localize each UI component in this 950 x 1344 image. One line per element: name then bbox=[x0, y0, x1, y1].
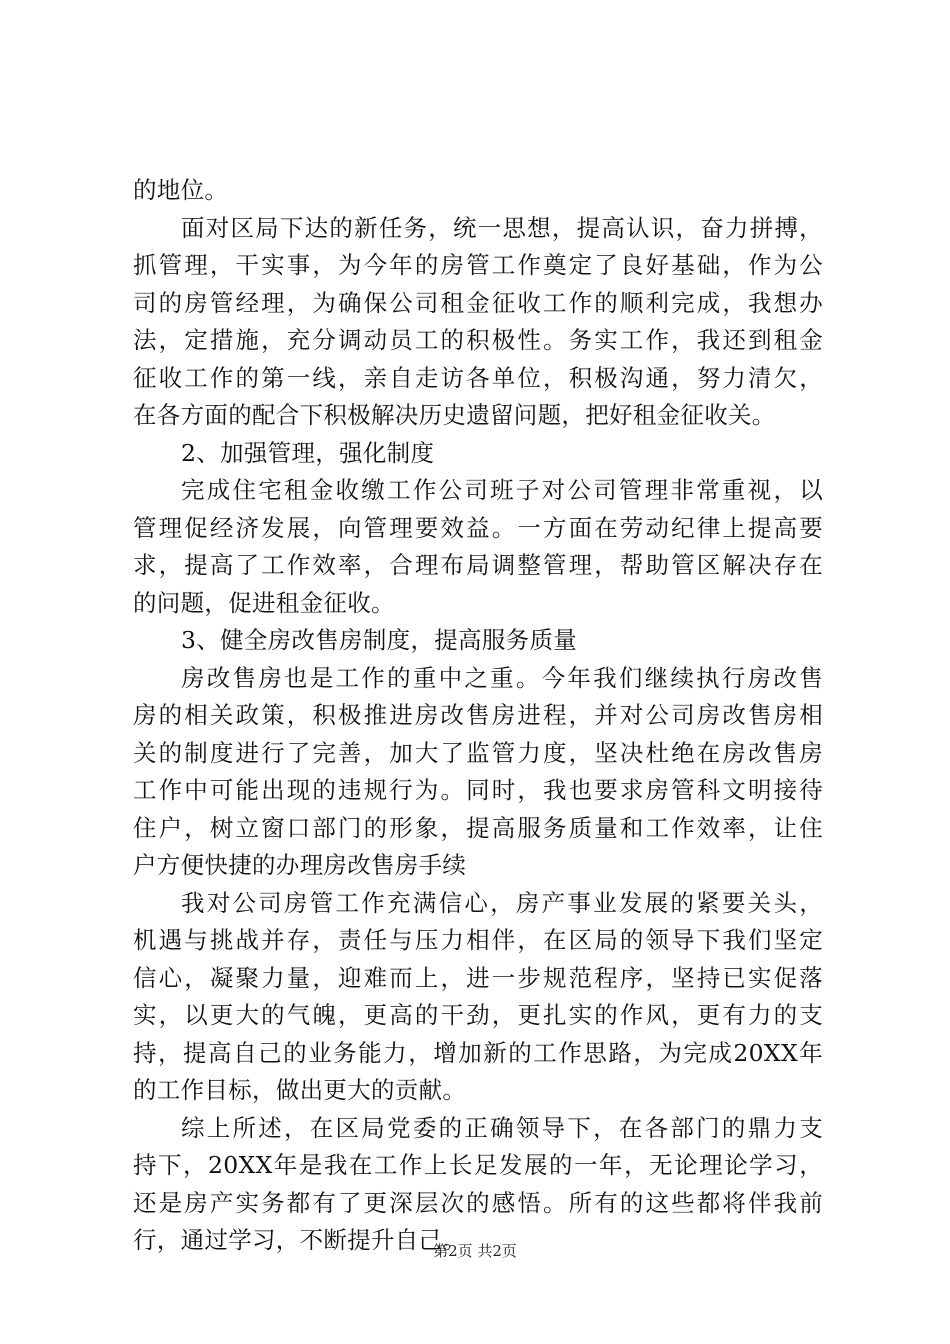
text-line: 住户，树立窗口部门的形象，提高服务质量和工作效率，让住 bbox=[133, 813, 823, 842]
text-line: 综上所述，在区局党委的正确领导下，在各部门的鼎力支 bbox=[181, 1113, 823, 1142]
text-line: 面对区局下达的新任务，统一思想，提高认识，奋力拼搏， bbox=[181, 213, 823, 242]
text-line: 房的相关政策，积极推进房改售房进程，并对公司房改售房相 bbox=[133, 701, 823, 729]
text-line: 实，以更大的气魄，更高的干劲，更扎实的作风，更有力的支 bbox=[133, 1001, 823, 1029]
text-line: 求，提高了工作效率，合理布局调整管理，帮助管区解决存在 bbox=[133, 551, 823, 579]
text-line: 房改售房也是工作的重中之重。今年我们继续执行房改售 bbox=[181, 663, 823, 692]
text-line: 管理促经济发展，向管理要效益。一方面在劳动纪律上提高要 bbox=[133, 513, 823, 542]
text-line: 机遇与挑战并存，责任与压力相伴，在区局的领导下我们坚定 bbox=[133, 926, 823, 954]
text-line: 户方便快捷的办理房改售房手续 bbox=[133, 851, 467, 879]
text-line: 我对公司房管工作充满信心，房产事业发展的紧要关头， bbox=[181, 888, 823, 917]
text-line: 完成住宅租金收缴工作公司班子对公司管理非常重视，以 bbox=[181, 476, 823, 504]
text-line: 的工作目标，做出更大的贡献。 bbox=[133, 1076, 467, 1104]
text-line: 持下，20XX年是我在工作上长足发展的一年，无论理论学习， bbox=[133, 1151, 823, 1179]
text-line: 行，通过学习，不断提升自己。 bbox=[133, 1226, 467, 1254]
text-line: 司的房管经理，为确保公司租金征收工作的顺利完成，我想办 bbox=[133, 288, 823, 317]
text-line: 抓管理，干实事，为今年的房管工作奠定了良好基础，作为公 bbox=[133, 251, 823, 279]
text-line: 还是房产实务都有了更深层次的感悟。所有的这些都将伴我前 bbox=[133, 1188, 823, 1217]
text-line: 2、加强管理，强化制度 bbox=[181, 438, 435, 467]
text-line: 持，提高自己的业务能力，增加新的工作思路，为完成20XX年 bbox=[133, 1038, 823, 1067]
text-line: 工作中可能出现的违规行为。同时，我也要求房管科文明接待 bbox=[133, 776, 823, 804]
text-line: 法，定措施，充分调动员工的积极性。务实工作，我还到租金 bbox=[133, 326, 823, 354]
text-line: 3、健全房改售房制度，提高服务质量 bbox=[181, 626, 578, 654]
page-footer: 第2页 共2页 bbox=[433, 1242, 517, 1260]
text-line: 的问题，促进租金征收。 bbox=[133, 588, 395, 617]
text-line: 征收工作的第一线，亲自走访各单位，积极沟通，努力清欠， bbox=[133, 363, 823, 392]
text-line: 的地位。 bbox=[133, 176, 229, 204]
text-line: 信心，凝聚力量，迎难而上，进一步规范程序，坚持已实促落 bbox=[133, 963, 823, 992]
text-line: 关的制度进行了完善，加大了监管力度，坚决杜绝在房改售房 bbox=[133, 738, 823, 767]
text-line: 在各方面的配合下积极解决历史遗留问题，把好租金征收关。 bbox=[133, 401, 776, 429]
document-body bbox=[133, 172, 823, 1260]
